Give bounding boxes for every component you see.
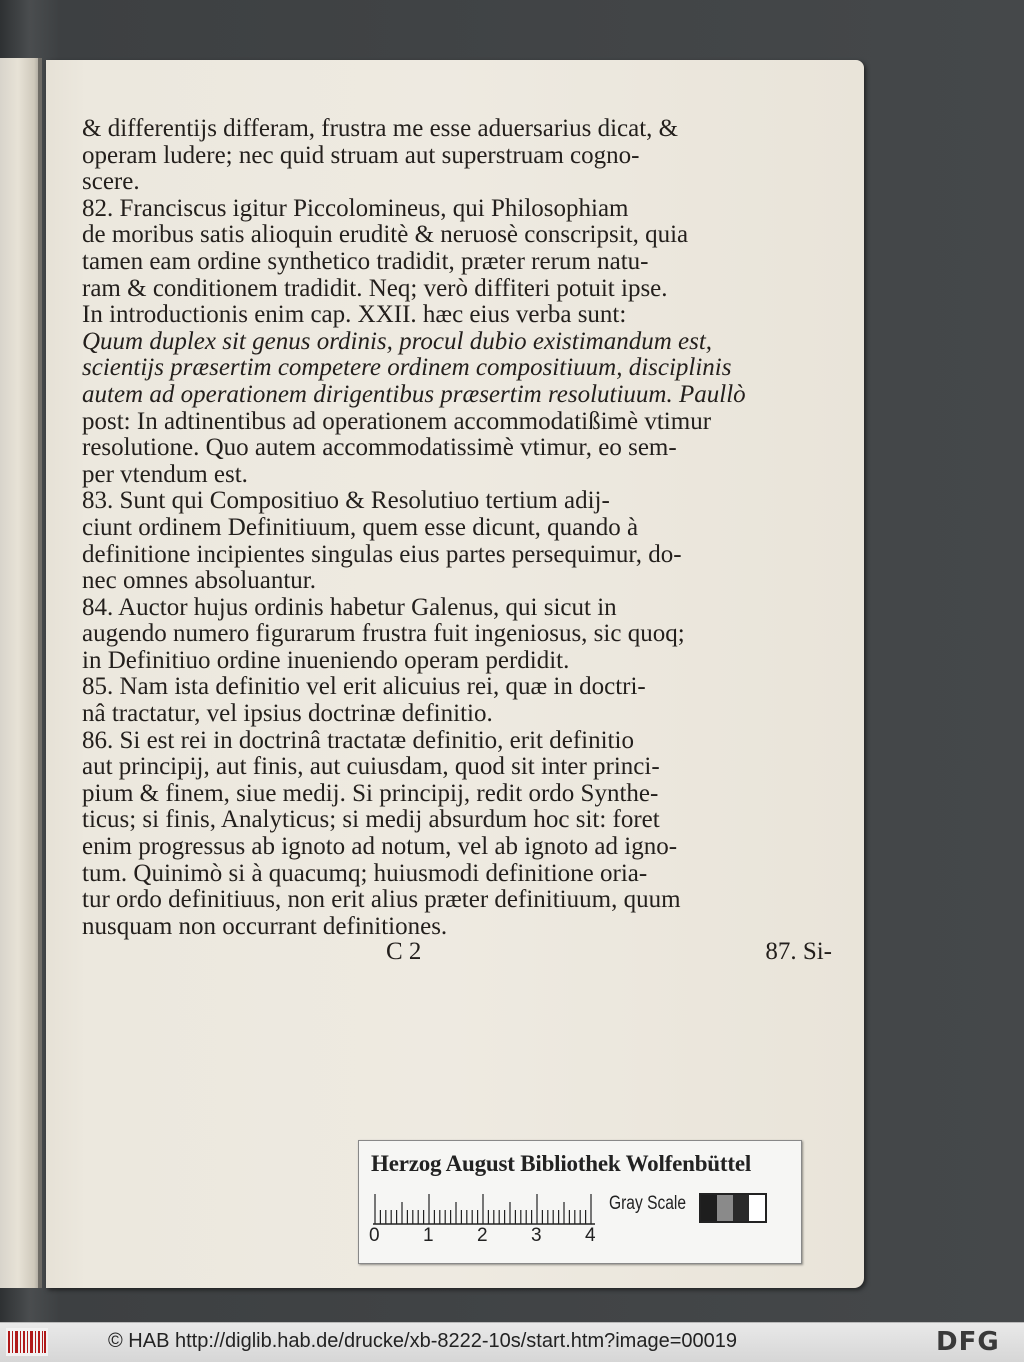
gray-swatch [749,1195,765,1221]
text-line: 83. Sunt qui Compositiuo & Resolutiuo tertium adij- [82,487,610,515]
gray-swatch [701,1195,717,1221]
text-line: ciunt ordinem Definitiuum, quem esse dicunt, quando à [82,513,639,541]
text-line: tamen eam ordine synthetico tradidit, præter rerum natu- [82,247,649,275]
viewer-footer-bar [0,1322,1024,1362]
text-line: resolutione. Quo autem accommodatissimè vtimur, eo sem- [82,434,677,462]
text-line: autem ad operationem dirigentibus præsertim resolutiuum. Paullò [82,380,746,408]
text-line: definitione incipientes singulas eius partes persequimur, do- [82,540,682,568]
text-line: tum. Quinimò si à quacumq; huiusmodi definitione oria- [82,859,648,887]
gray-scale-swatches [699,1193,767,1223]
text-line: Quum duplex sit genus ordinis, procul dubio existimandum est, [82,327,713,355]
text-line: scientijs præsertim competere ordinem compositiuum, disciplinis [82,354,732,382]
text-line: per vtendum est. [82,460,248,488]
ruler-number: 3 [531,1225,542,1246]
barcode-icon [6,1328,48,1356]
text-line: 86. Si est rei in doctrinâ tractatæ definitio, erit definitio [82,726,634,754]
text-line: ram & conditionem tradidit. Neq; verò diffiteri potuit ipse. [82,274,668,302]
text-line: augendo numero figurarum frustra fuit ingeniosus, sic quoq; [82,620,685,648]
gray-swatch [717,1195,733,1221]
library-name: Herzog August Bibliothek Wolfenbüttel [371,1151,752,1176]
copyright-link[interactable]: © HAB http://diglib.hab.de/drucke/xb-8222-10s/start.htm?image=00019 [108,1330,737,1352]
page-text-block [82,116,832,940]
signature-mark: C 2 [386,938,422,965]
text-line: post: In adtinentibus ad operationem accommodatißimè vtimur [82,407,712,435]
text-line: in Definitiuo ordine inueniendo operam perdidit. [82,646,570,674]
book-page [46,60,864,1288]
text-line: ticus; si finis, Analyticus; si medij absurdum hoc sit: foret [82,806,660,834]
catchword: 87. Si- [765,938,832,965]
text-line: 82. Franciscus igitur Piccolomineus, qui Philosophiam [82,194,629,222]
text-line: operam ludere; nec quid struam aut superstruam cogno- [82,141,640,169]
ruler-number: 0 [369,1225,380,1246]
text-line: In introductionis enim cap. XXII. hæc eius verba sunt: [82,301,627,329]
text-line: pium & finem, siue medij. Si principij, redit ordo Synthe- [82,779,659,807]
text-line: de moribus satis alioquin eruditè & neruosè conscripsit, quia [82,221,689,249]
text-line: & differentijs differam, frustra me esse aduersarius dicat, & [82,115,679,142]
previous-page-edge [0,58,42,1288]
text-line: 84. Auctor hujus ordinis habetur Galenus, qui sicut in [82,593,617,621]
text-line: aut principij, aut finis, aut cuiusdam, quod sit inter princi- [82,753,660,781]
text-line: nâ tractatur, vel ipsius doctrinæ definitio. [82,700,493,728]
text-line: tur ordo definitiuus, non erit alius præter definitiuum, quum [82,886,681,914]
ruler-number: 4 [585,1225,596,1246]
text-line: nusquam non occurrant definitiones. [82,912,448,940]
page-footer [82,938,832,968]
ruler-number: 2 [477,1225,488,1246]
library-color-card [358,1140,802,1264]
gray-scale-label: Gray Scale [609,1193,687,1214]
text-line: nec omnes absoluantur. [82,567,316,595]
text-line: 85. Nam ista definitio vel erit alicuius rei, quæ in doctri- [82,673,646,701]
gray-swatch [733,1195,749,1221]
text-line: enim progressus ab ignoto ad notum, vel ab ignoto ad igno- [82,833,678,861]
dfg-logo: DFG [936,1327,1000,1357]
text-line: scere. [82,168,140,196]
ruler-numbers [365,1225,605,1249]
ruler-icon [373,1191,595,1225]
ruler-number: 1 [423,1225,434,1246]
